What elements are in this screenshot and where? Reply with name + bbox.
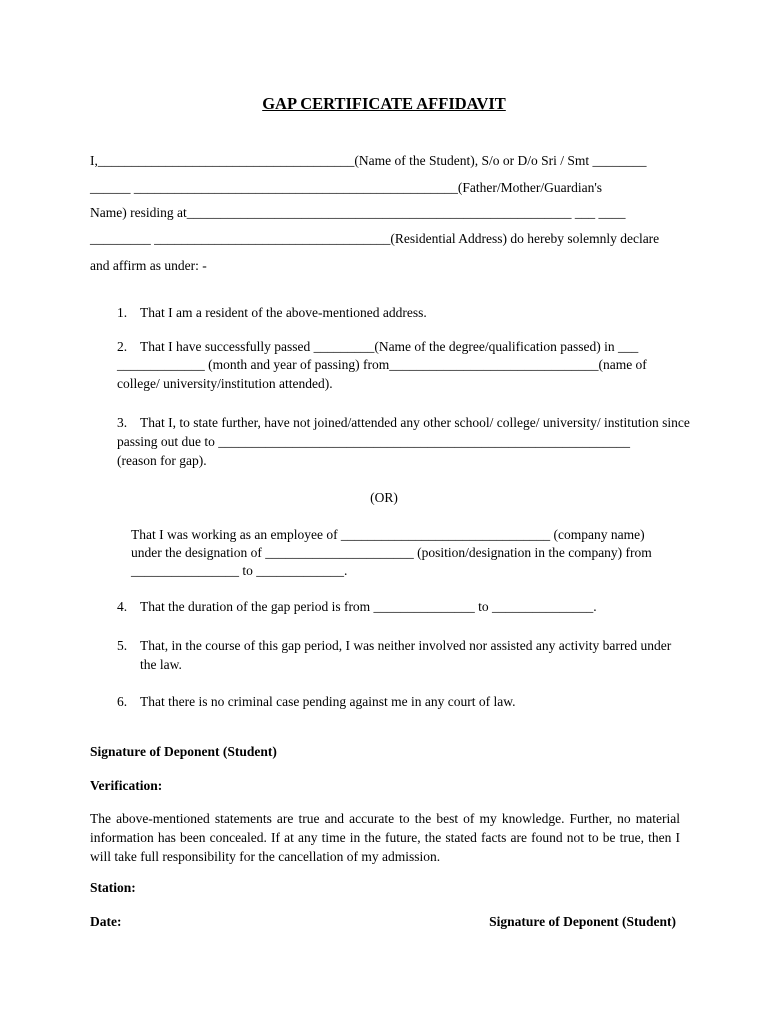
item-3-number: 3. [117, 415, 128, 430]
item-3-line-3: (reason for gap). [117, 453, 207, 468]
intro-line-5: and affirm as under: - [90, 258, 207, 273]
item-2-number: 2. [117, 339, 128, 354]
item-2-line-1: That I have successfully passed _________(Name of the degree/qualification passed) in ___ [140, 339, 639, 354]
employment-line-1: That I was working as an employee of _______________________________ (company name) [131, 527, 645, 542]
item-1-number: 1. [117, 305, 128, 320]
item-4-text: That the duration of the gap period is from _______________ to _______________. [140, 599, 597, 614]
intro-line-3: Name) residing at_________________________________________________________ ___ ____ [90, 205, 626, 220]
item-1-text: That I am a resident of the above-mentioned address. [140, 305, 427, 320]
intro-line-4: _________ ___________________________________(Residential Address) do hereby solemnly declare [90, 231, 660, 246]
item-3-line-1: That I, to state further, have not joined/attended any other school/ college/ university/ institution since [140, 415, 690, 430]
intro-line-1: I,______________________________________(Name of the Student), S/o or D/o Sri / Smt ________ [90, 153, 647, 168]
item-3-line-2: passing out due to _____________________________________________________________ [117, 434, 630, 449]
page-title: GAP CERTIFICATE AFFIDAVIT [262, 94, 506, 113]
date-label: Date: [90, 914, 122, 929]
item-5-line-2: the law. [140, 657, 182, 672]
employment-line-3: ________________ to _____________. [131, 563, 348, 578]
item-2-line-2: _____________ (month and year of passing) from_______________________________(name of [117, 357, 647, 372]
item-6-text: That there is no criminal case pending against me in any court of law. [140, 694, 516, 709]
item-5-number: 5. [117, 638, 128, 653]
item-4-number: 4. [117, 599, 128, 614]
item-2-line-3: college/ university/institution attended). [117, 376, 333, 391]
intro-line-2: ______ ________________________________________________(Father/Mother/Guardian's [90, 180, 603, 195]
or-separator: (OR) [370, 490, 398, 505]
item-6-number: 6. [117, 694, 128, 709]
signature-label: Signature of Deponent (Student) [90, 744, 277, 759]
item-5-line-1: That, in the course of this gap period, I was neither involved nor assisted any activity barred under [140, 638, 672, 653]
employment-line-2: under the designation of ______________________ (position/designation in the company) from [131, 545, 652, 560]
verification-heading: Verification: [90, 778, 163, 793]
footer-signature-label: Signature of Deponent (Student) [489, 914, 676, 929]
station-label: Station: [90, 880, 136, 895]
verification-text: The above-mentioned statements are true and accurate to the best of my knowledge. Further, no material information has been concealed. If at any time in the future, the stated facts are found not to be true, then I will take full responsibility for the cancellation of my admission. [90, 811, 680, 864]
